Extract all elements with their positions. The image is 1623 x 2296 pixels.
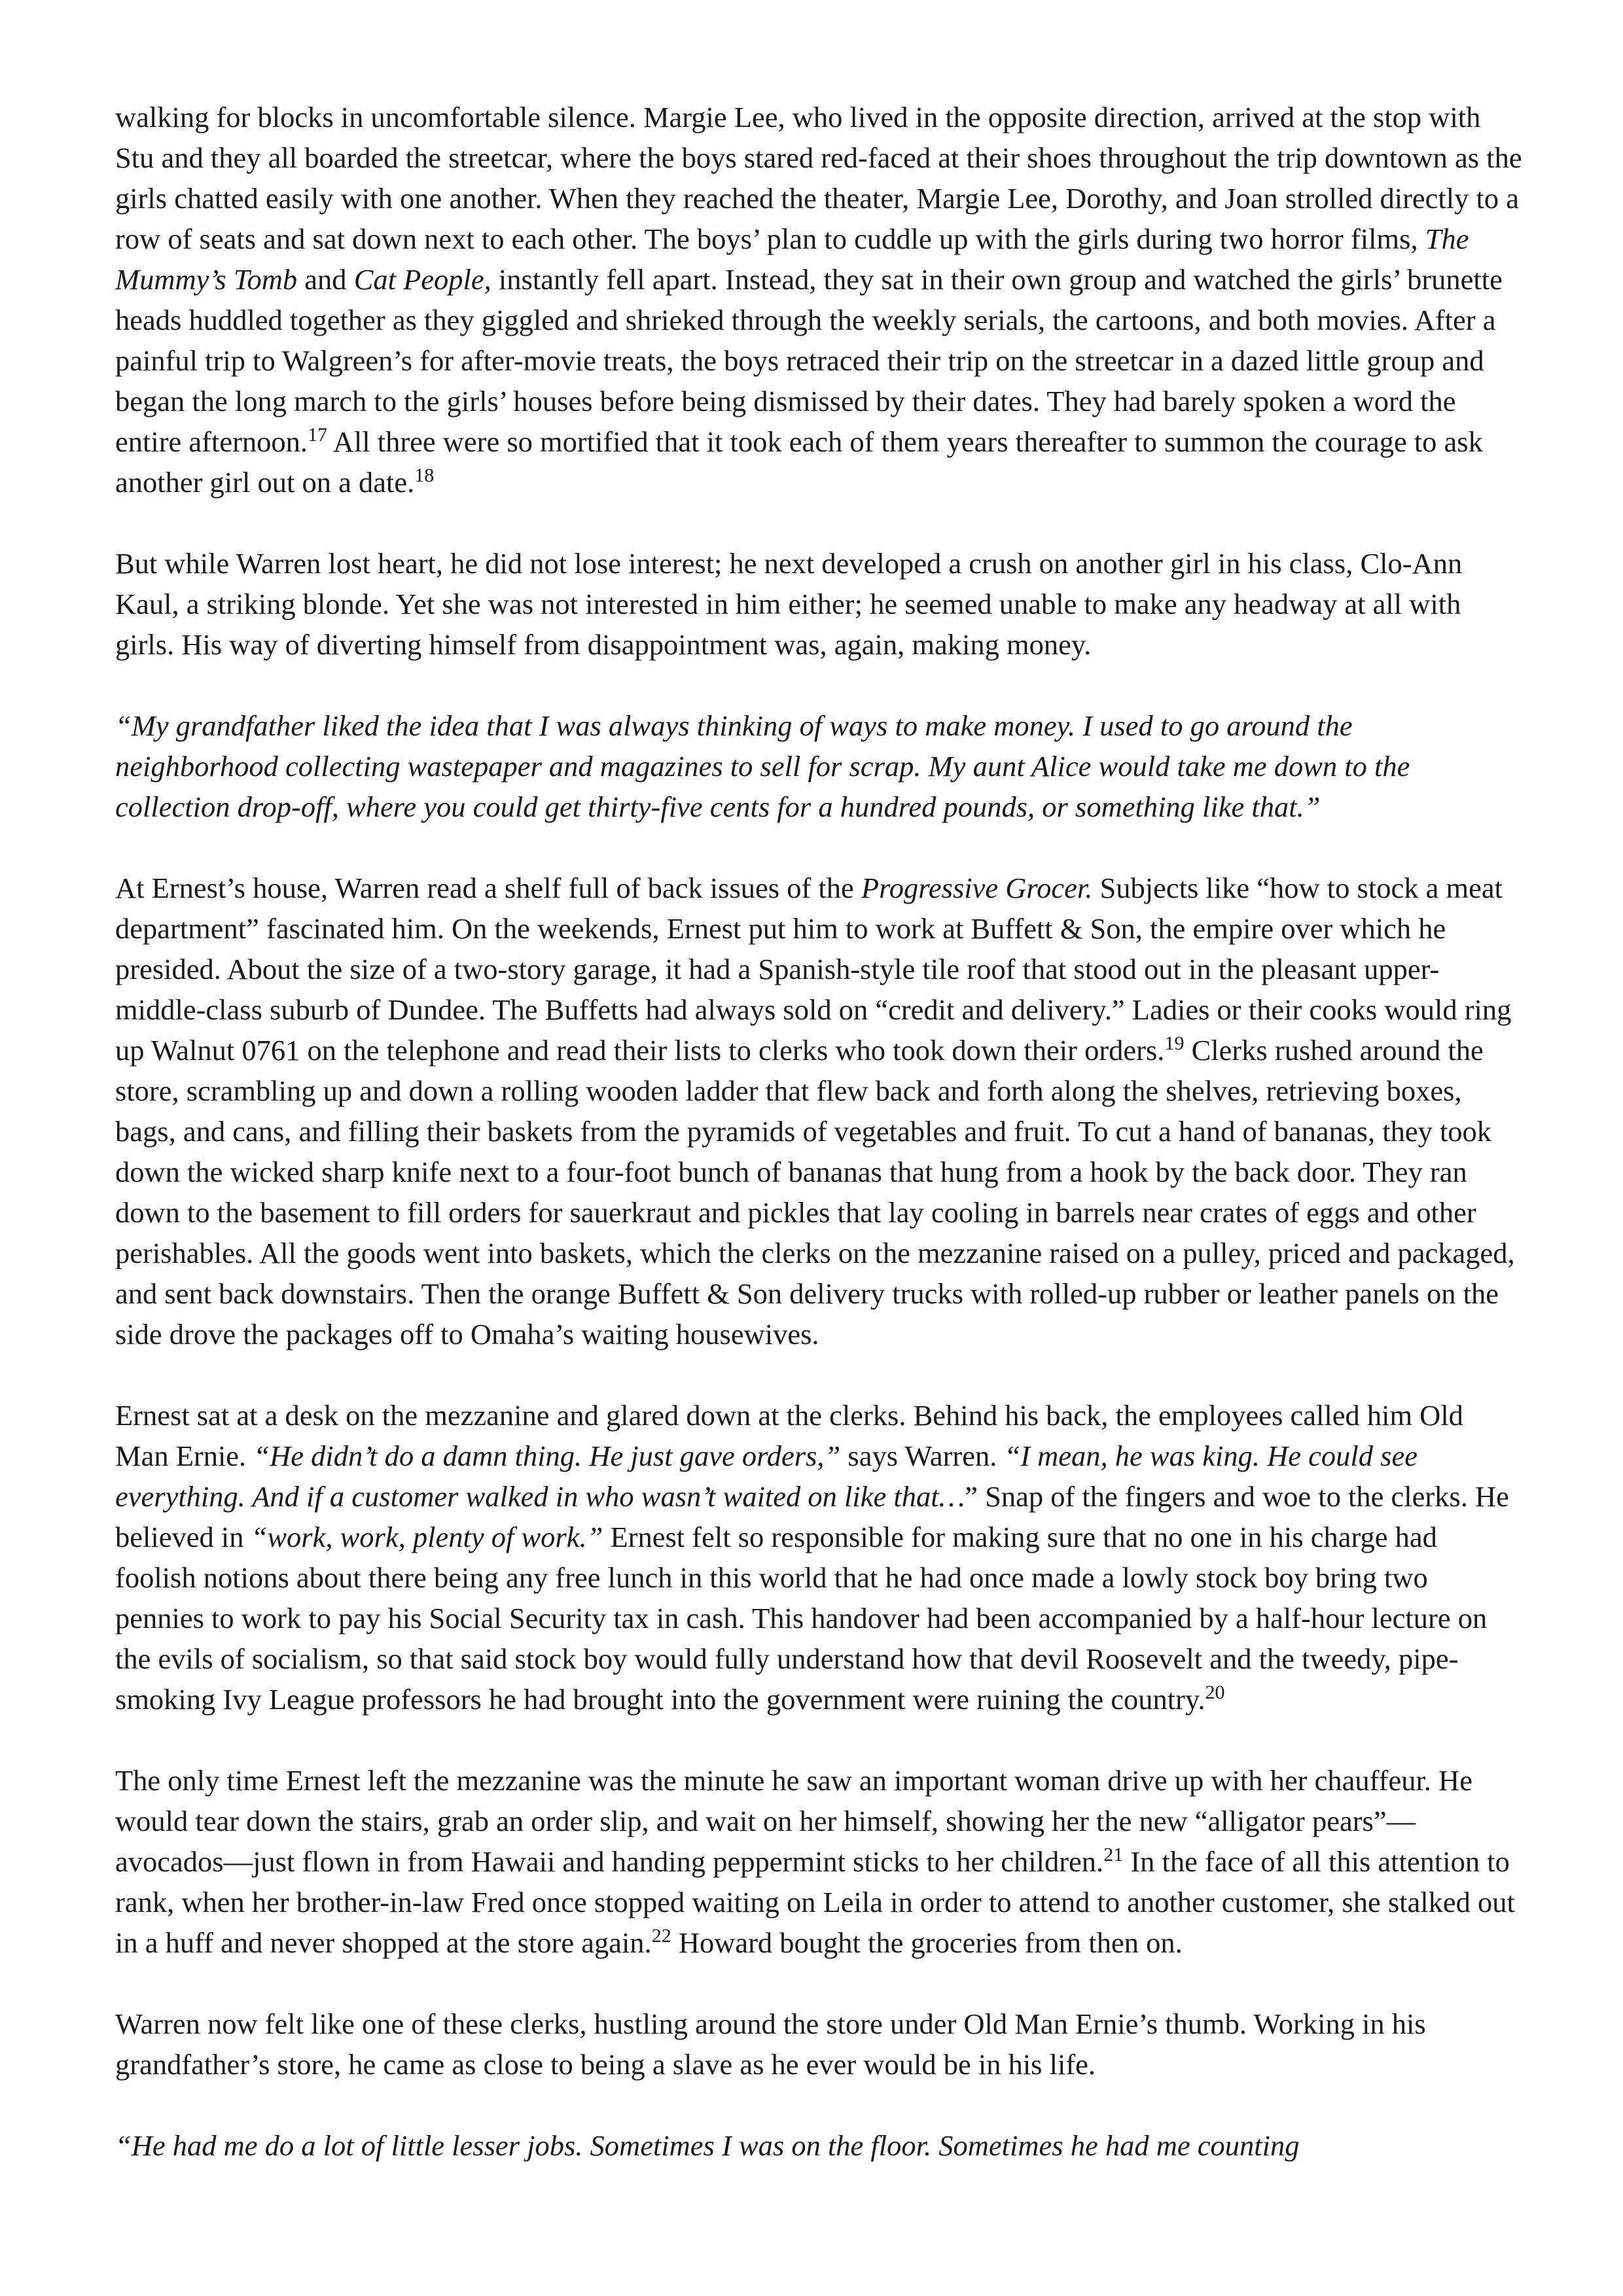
quote-text: “My grandfather liked the idea that I was always thinking of ways to make money. I used to go around the neighborhood collecting wastepaper and magazines to sell for scrap. My aunt Alice would take me down to the collection drop-off, where you could get thirty-five cents for a hundred pounds, or something like that.” [115, 709, 1410, 823]
text-run: Ernest felt so responsible for making sure that no one in his charge had foolish notions about there being any free lunch in this world that he had once made a lowly stock boy bring two pennies to work to pay his Social Security tax in cash. This handover had been accompanied by a half-hour lecture on the evils of socialism, so that said stock boy would fully understand how that devil Roosevelt and the tweedy, pipe-smoking Ivy League professors he had brought into the government were ruining the country. [115, 1521, 1488, 1716]
footnote-ref: 17 [308, 424, 328, 446]
text-run: instantly fell apart. Instead, they sat in their own group and watched the girls’ brunette heads huddled together as they giggled and shrieked through the weekly serials, the cartoons, and both movies. After a painful trip to Walgreen’s for after-movie treats, the boys retraced their trip on the streetcar in a dazed little group and began the long march to the girls’ houses before being dismissed by their dates. They had barely spoken a word the entire afternoon. [115, 263, 1503, 458]
body-paragraph [115, 1760, 1522, 1963]
text-run: ” Snap of the fingers and woe to the clerks. He believed in [115, 1480, 1509, 1553]
body-paragraph [115, 1395, 1522, 1720]
document-page [115, 97, 1522, 2206]
footnote-ref: 21 [1103, 1844, 1124, 1865]
body-paragraph [115, 97, 1522, 503]
quote-paragraph [115, 2125, 1522, 2166]
quote-inline: “He didn’t do a damn thing. He just gave orders,” [253, 1439, 841, 1472]
text-run: Howard bought the groceries from then on. [671, 1926, 1183, 1959]
text-run: Ernest sat at a desk on the mezzanine and glared down at the clerks. Behind his back, the employees called him Old Man Ernie. [115, 1399, 1463, 1472]
footnote-ref: 18 [414, 465, 435, 486]
quote-paragraph [115, 705, 1522, 827]
text-run: Clerks rushed around the store, scrambling up and down a rolling wooden ladder that flew back and forth along the shelves, retrieving boxes, bags, and cans, and filling their baskets from the pyramids of vegetables and fruit. To cut a hand of bananas, they took down the wicked sharp knife next to a four-foot bunch of bananas that hung from a hook by the back door. They ran down to the basement to fill orders for sauerkraut and pickles that lay cooling in barrels near crates of eggs and other perishables. All the goods went into baskets, which the clerks on the mezzanine raised on a pulley, priced and packaged, and sent back downstairs. Then the orange Buffett & Son delivery trucks with rolled-up rubber or leather panels on the side drove the packages off to Omaha’s waiting housewives. [115, 1034, 1515, 1351]
text-run: All three were so mortified that it took each of them years thereafter to summon the courage to ask another girl out on a date. [115, 425, 1483, 499]
footnote-ref: 20 [1205, 1682, 1225, 1703]
text-run: walking for blocks in uncomfortable silence. Margie Lee, who lived in the opposite direction, arrived at the stop with Stu and they all boarded the streetcar, where the boys stared red-faced at their shoes throughout the trip downtown as the girls chatted easily with one another. When they reached the theater, Margie Lee, Dorothy, and Joan strolled directly to a row of seats and sat down next to each other. The boys’ plan to cuddle up with the girls during two horror films, [115, 101, 1522, 255]
body-paragraph [115, 543, 1522, 665]
text-run: At Ernest’s house, Warren read a shelf full of back issues of the [115, 872, 861, 904]
text-run: But while Warren lost heart, he did not lose interest; he next developed a crush on another girl in his class, Clo-Ann Kaul, a striking blonde. Yet she was not interested in him either; he seemed unable to make any headway at all with girls. His way of diverting himself from disappointment was, again, making money. [115, 547, 1463, 661]
text-run: Warren now felt like one of these clerks, hustling around the store under Old Man Ernie’s thumb. Working in his grandfather’s store, he came as close to being a slave as he ever would be in his life. [115, 2007, 1426, 2081]
text-run: Subjects like “how to stock a meat department” fascinated him. On the weekends, Ernest put him to work at Buffett & Son, the empire over which he presided. About the size of a two-story garage, it had a Spanish-style tile roof that stood out in the pleasant upper-middle-class suburb of Dundee. The Buffetts had always sold on “credit and delivery.” Ladies or their cooks would ring up Walnut 0761 on the telephone and read their lists to clerks who took down their orders. [115, 872, 1512, 1067]
quote-inline: “I mean, he was king. He could see everything. And if a customer walked in who wasn’t waited on like that… [115, 1439, 1418, 1513]
film-title: Cat People, [353, 263, 491, 296]
magazine-title: Progressive Grocer. [861, 872, 1093, 904]
footnote-ref: 19 [1164, 1033, 1185, 1054]
quote-inline: “work, work, plenty of work.” [251, 1521, 603, 1553]
text-run: says Warren. [840, 1439, 1005, 1472]
film-title: The Mummy’s Tomb [115, 222, 1469, 296]
text-run: and [297, 263, 354, 296]
body-paragraph [115, 2004, 1522, 2085]
quote-text: “He had me do a lot of little lesser jobs. Sometimes I was on the floor. Sometimes he had me counting [115, 2129, 1300, 2162]
text-run: The only time Ernest left the mezzanine was the minute he saw an important woman drive up with her chauffeur. He would tear down the stairs, grab an order slip, and wait on her himself, showing her the new “alligator pears”—avocados—just flown in from Hawaii and handing peppermint sticks to her children. [115, 1764, 1472, 1878]
footnote-ref: 22 [651, 1925, 671, 1947]
body-paragraph [115, 868, 1522, 1354]
text-run: In the face of all this attention to rank, when her brother-in-law Fred once stopped waiting on Leila in order to attend to another customer, she stalked out in a huff and never shopped at the store again. [115, 1845, 1515, 1959]
